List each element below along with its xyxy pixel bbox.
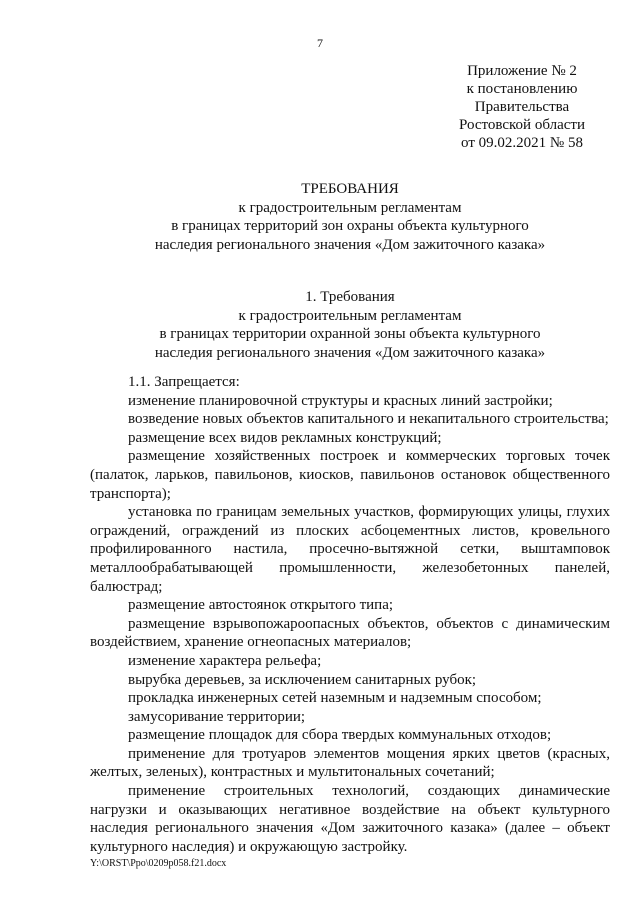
prohibition-item: изменение планировочной структуры и красных линий застройки; bbox=[128, 392, 553, 409]
appendix-line: Ростовской области bbox=[459, 117, 585, 133]
prohibition-item: прокладка инженерных сетей наземным и надземным способом; bbox=[128, 690, 542, 707]
prohibition-item: установка по границам земельных участков, формирующих улицы, глухих ограждений, ограждений из плоских асбоцементных листов, кровельного профилированного настила, просечно-вытяжной сетки, выштамповок металлообрабатывающей промышленности, железобетонных панелей, балюстрад; bbox=[90, 504, 610, 595]
appendix-line: к постановлению bbox=[466, 81, 578, 97]
prohibition-item: размещение хозяйственных построек и коммерческих торговых точек (палаток, ларьков, павильонов, киосков, павильонов остановок общественного транспорта); bbox=[90, 448, 610, 502]
prohibition-item: применение для тротуаров элементов мощения ярких цветов (красных, желтых, зеленых), контрастных и мультитональных сочетаний; bbox=[90, 745, 610, 781]
footer-file-path: Y:\ORST\Ppo\0209p058.f21.docx bbox=[90, 858, 227, 869]
section-title-line: к градостроительным регламентам bbox=[238, 307, 462, 324]
page-number: 7 bbox=[317, 36, 323, 50]
document-title-heading: ТРЕБОВАНИЯ bbox=[301, 181, 399, 197]
appendix-line: от 09.02.2021 № 58 bbox=[461, 135, 583, 151]
prohibition-item: вырубка деревьев, за исключением санитарных рубок; bbox=[128, 671, 477, 688]
prohibition-item: размещение площадок для сбора твердых коммунальных отходов; bbox=[128, 727, 552, 744]
clause-content bbox=[90, 373, 610, 856]
appendix-line: Правительства bbox=[474, 99, 570, 115]
prohibition-item: возведение новых объектов капитального и некапитального строительства; bbox=[128, 411, 609, 428]
document-title bbox=[90, 180, 610, 254]
document-title-line: наследия регионального значения «Дом зажиточного казака» bbox=[154, 236, 546, 253]
prohibition-item: замусоривание территории; bbox=[128, 708, 306, 725]
section-heading: 1. Требования bbox=[305, 289, 395, 305]
clause-heading: 1.1. Запрещается: bbox=[128, 374, 240, 390]
section-title-line: наследия регионального значения «Дом зажиточного казака» bbox=[154, 344, 546, 361]
document-title-line: в границах территорий зон охраны объекта культурного bbox=[171, 218, 529, 234]
prohibition-item: размещение всех видов рекламных конструкций; bbox=[128, 429, 442, 446]
prohibition-item: изменение характера рельефа; bbox=[128, 652, 322, 669]
prohibition-item: применение строительных технологий, создающих динамические нагрузки и оказывающих негативное воздействие на объект культурного наследия регионального значения «Дом зажиточного казака» (далее – объект культурного наследия) и окружающую застройку. bbox=[90, 783, 610, 855]
appendix-block bbox=[432, 62, 612, 152]
appendix-line: Приложение № 2 bbox=[467, 63, 577, 79]
section-title bbox=[90, 288, 610, 362]
prohibition-item: размещение взрывопожароопасных объектов, объектов с динамическим воздействием, хранение огнеопасных материалов; bbox=[90, 615, 610, 651]
document-title-line: к градостроительным регламентам bbox=[238, 199, 462, 216]
prohibition-item: размещение автостоянок открытого типа; bbox=[128, 597, 394, 614]
section-title-line: в границах территории охранной зоны объекта культурного bbox=[159, 326, 541, 342]
